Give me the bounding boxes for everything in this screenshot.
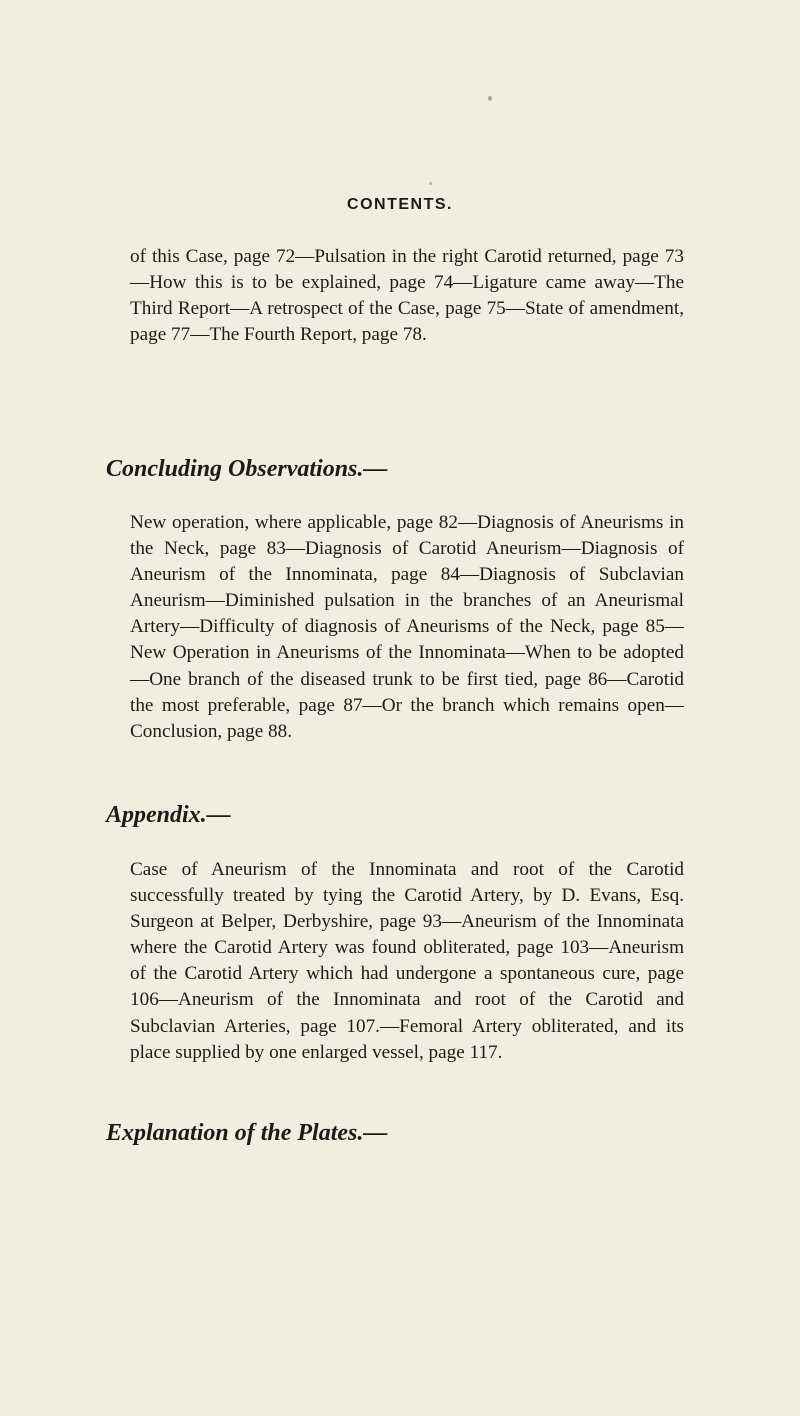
paper-speck [429, 182, 432, 185]
section-title-concluding-observations: Concluding Observations.— [106, 456, 388, 482]
continued-paragraph: of this Case, page 72—Pulsation in the right Carotid returned, page 73—How this is to be explained, page 74—Ligature came away—The Third Report—A retrospect of the Case, page 75—State of amendment, page 77—The Fourth Report, page 78. [130, 246, 684, 346]
page-heading: CONTENTS. [347, 196, 453, 213]
section-title-appendix: Appendix.— [106, 802, 231, 828]
section-text-appendix: Case of Aneurism of the Innominata and root of the Carotid successfully treated by tying the Carotid Artery, by D. Evans, Esq. Surgeon at Belper, Derbyshire, page 93—Aneurism of the Innominata where the Carotid Artery was found obliterated, page 103—Aneurism of the Carotid Artery which had undergone a spontaneous cure, page 106—Aneurism of the Innominata and root of the Carotid and Subclavian Arteries, page 107.—Femoral Artery obliterated, and its place supplied by one enlarged vessel, page 117. [130, 859, 684, 1063]
section-text-concluding-observations: New operation, where applicable, page 82—Diagnosis of Aneurisms in the Neck, page 83—Diagnosis of Carotid Aneurism—Diagnosis of Aneurism of the Innominata, page 84—Diagnosis of Subclavian Aneurism—Diminished pulsation in the branches of an Aneurismal Artery—Difficulty of diagnosis of Aneurisms of the Neck, page 85—New Operation in Aneurisms of the Innominata—When to be adopted—One branch of the diseased trunk to be first tied, page 86—Carotid the most preferable, page 87—Or the branch which remains open—Conclusion, page 88. [130, 512, 684, 742]
paper-speck [488, 96, 492, 101]
section-title-explanation-of-plates: Explanation of the Plates.— [106, 1120, 388, 1146]
